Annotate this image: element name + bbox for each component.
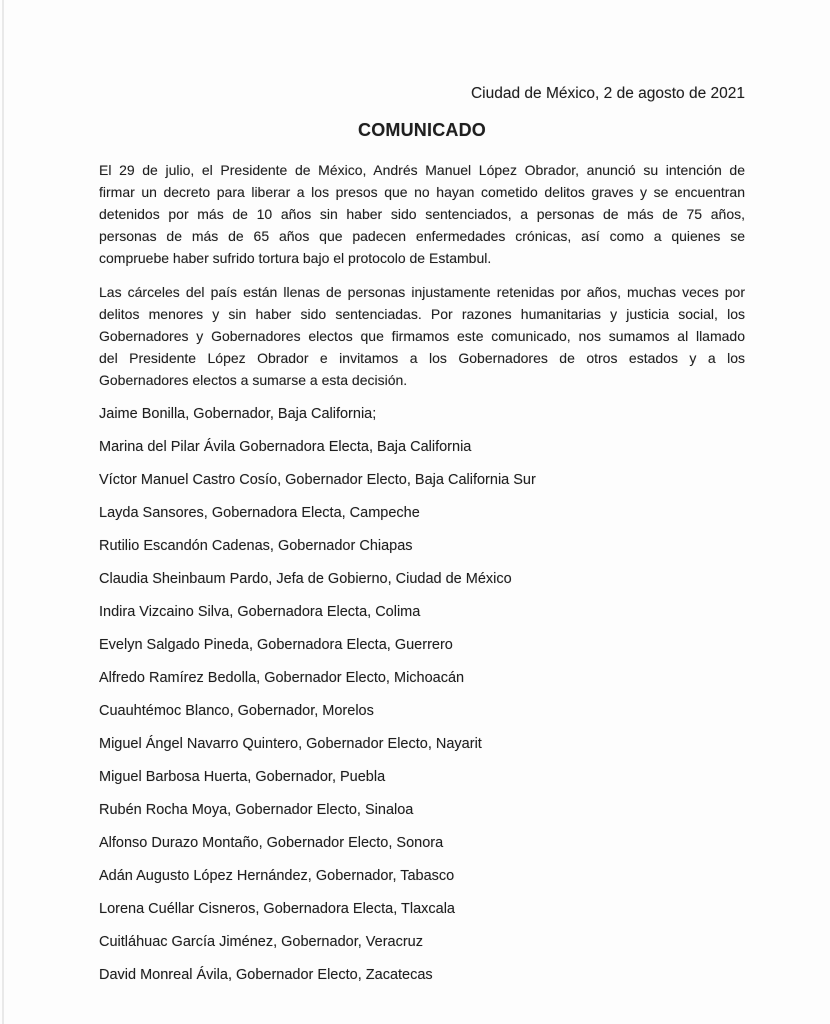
paragraph-line: El 29 de julio, el Presidente de México, Andrés Manuel López Obrador, anunció su intención de: [99, 162, 745, 178]
paragraph-line: detenidos por más de 10 años sin haber sido sentenciados, a personas de más de 75 años,: [99, 206, 745, 222]
signatory-item: Evelyn Salgado Pineda, Gobernadora Electa, Guerrero: [99, 637, 453, 653]
signatory-item: Cuauhtémoc Blanco, Gobernador, Morelos: [99, 703, 374, 719]
signatory-item: Alfonso Durazo Montaño, Gobernador Electo, Sonora: [99, 835, 444, 851]
signatory-item: Víctor Manuel Castro Cosío, Gobernador Electo, Baja California Sur: [99, 472, 536, 488]
signatory-item: Marina del Pilar Ávila Gobernadora Electa, Baja California: [99, 439, 472, 455]
paragraph-line: firmar un decreto para liberar a los presos que no hayan cometido delitos graves y se encuentran: [99, 184, 745, 200]
paragraph-2: [99, 281, 745, 391]
scan-edge-line: [2, 0, 4, 1024]
signatory-item: Jaime Bonilla, Gobernador, Baja California;: [99, 406, 377, 422]
paragraph-line: Gobernadores y Gobernadores electos que firmamos este comunicado, nos sumamos al llamado: [99, 328, 745, 344]
paragraph-line: Gobernadores electos a sumarse a esta decisión.: [99, 372, 408, 388]
signatory-item: Rubén Rocha Moya, Gobernador Electo, Sinaloa: [99, 802, 414, 818]
signatory-item: Miguel Barbosa Huerta, Gobernador, Puebla: [99, 769, 386, 785]
signatory-item: Layda Sansores, Gobernadora Electa, Campeche: [99, 505, 420, 521]
signatory-item: Rutilio Escandón Cadenas, Gobernador Chiapas: [99, 538, 413, 554]
signatory-item: Claudia Sheinbaum Pardo, Jefa de Gobierno, Ciudad de México: [99, 571, 512, 587]
signatory-item: Miguel Ángel Navarro Quintero, Gobernador Electo, Nayarit: [99, 736, 482, 752]
paragraph-line: del Presidente López Obrador e invitamos a los Gobernadores de otros estados y a los: [99, 350, 745, 366]
signatory-item: Indira Vizcaino Silva, Gobernadora Electa, Colima: [99, 604, 421, 620]
signatory-item: Alfredo Ramírez Bedolla, Gobernador Electo, Michoacán: [99, 670, 465, 686]
paragraph-line: personas de más de 65 años que padecen enfermedades crónicas, así como a quienes se: [99, 228, 745, 244]
signatory-item: Lorena Cuéllar Cisneros, Gobernadora Electa, Tlaxcala: [99, 901, 455, 917]
document-content: [99, 0, 745, 997]
paragraph-line: delitos menores y sin haber sido sentenciadas. Por razones humanitarias y justicia social, los: [99, 306, 745, 322]
document-title: COMUNICADO: [358, 120, 486, 140]
signatory-item: David Monreal Ávila, Gobernador Electo, Zacatecas: [99, 967, 433, 983]
paragraph-line: compruebe haber sufrido tortura bajo el protocolo de Estambul.: [99, 250, 492, 266]
signatory-item: Adán Augusto López Hernández, Gobernador, Tabasco: [99, 868, 455, 884]
paragraph-line: Las cárceles del país están llenas de personas injustamente retenidas por años, muchas veces por: [99, 284, 745, 300]
signatory-item: Cuitláhuac García Jiménez, Gobernador, Veracruz: [99, 934, 423, 950]
paragraph-1: [99, 159, 745, 269]
dateline: Ciudad de México, 2 de agosto de 2021: [470, 85, 745, 102]
signatories-list: [99, 403, 745, 986]
